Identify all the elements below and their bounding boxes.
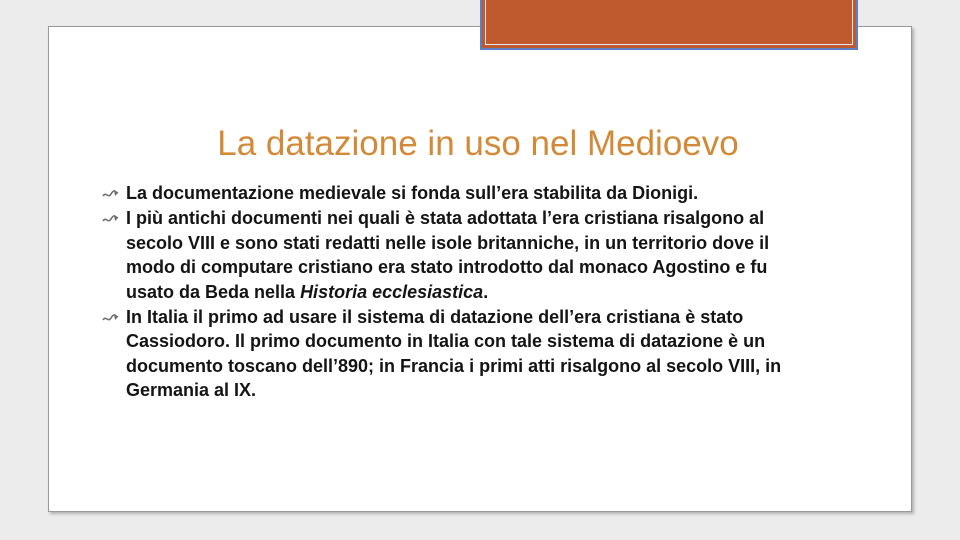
bullet-item bbox=[102, 305, 802, 403]
slide-title: La datazione in uso nel Medioevo bbox=[217, 124, 739, 163]
accent-tab bbox=[480, 0, 858, 50]
bullet-text: La documentazione medievale si fonda sull’era stabilita da Dionigi. bbox=[126, 183, 699, 203]
bullet-text: I più antichi documenti nei quali è stata adottata l’era cristiana risalgono al secolo VIII e sono stati redatti nelle isole britanniche, in un territorio dove il modo di computare cristiano era stato introdotto dal monaco Agostino e fu usato da Beda nella bbox=[126, 208, 770, 302]
book-title: Historia ecclesiastica bbox=[300, 281, 484, 302]
bullet-item bbox=[102, 181, 802, 206]
bullet-list bbox=[102, 181, 802, 403]
bullet-text-tail: . bbox=[483, 281, 489, 302]
wavy-arrow-icon bbox=[102, 311, 120, 323]
wavy-arrow-icon bbox=[102, 212, 120, 224]
wavy-arrow-icon bbox=[102, 187, 120, 199]
bullet-text: In Italia il primo ad usare il sistema di datazione dell’era cristiana è stato Cassiodoro. Il primo documento in Italia con tale sistema di datazione è un documento toscano dell’890; in Francia i primi atti risalgono al secolo VIII, in Germania al IX. bbox=[126, 306, 782, 400]
bullet-item bbox=[102, 206, 802, 304]
